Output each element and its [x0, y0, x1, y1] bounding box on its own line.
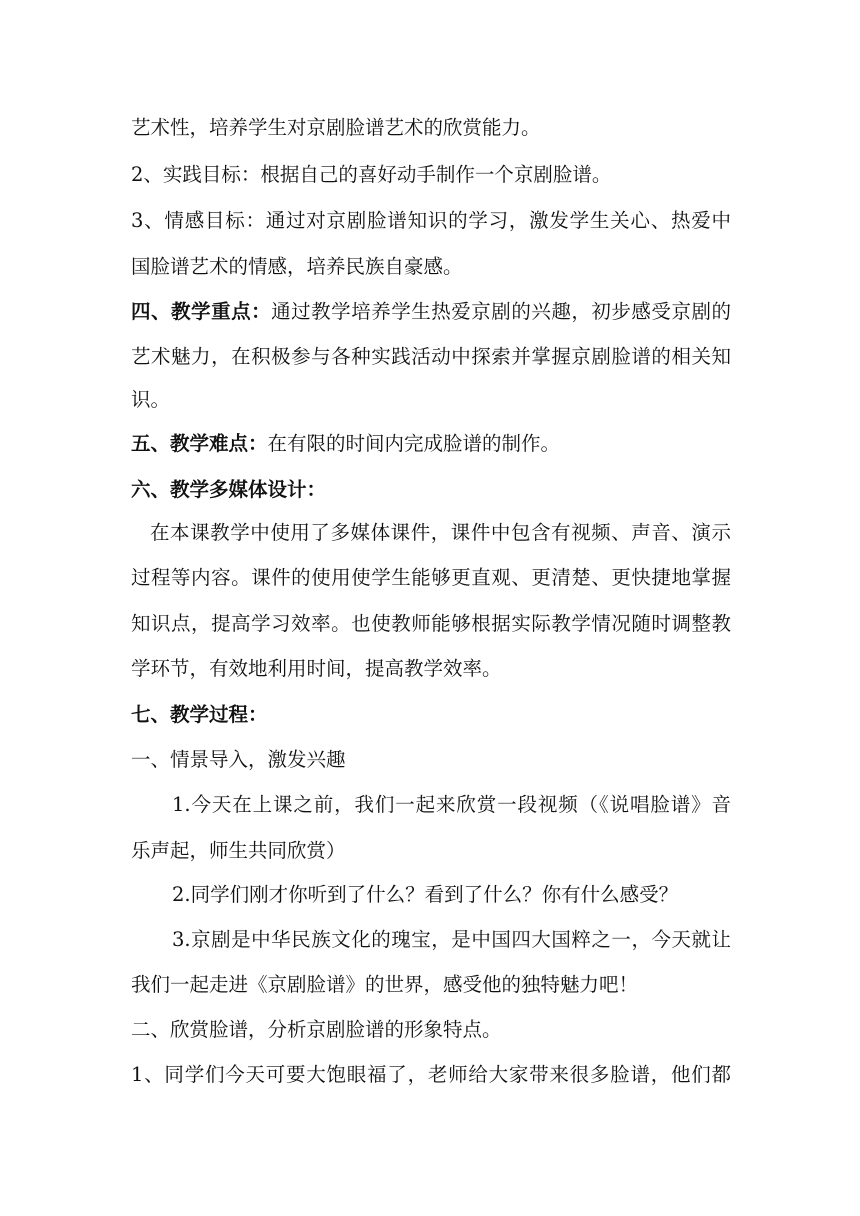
text-line [131, 654, 731, 684]
line-text: 国脸谱艺术的情感，培养民族自豪感。 [131, 255, 463, 278]
text-line [131, 342, 731, 372]
line-text: 在本课教学中使用了多媒体课件，课件中包含有视频、声音、演示 [150, 521, 731, 544]
section-heading: 七、教学过程： [131, 703, 268, 726]
text-line [131, 836, 731, 866]
text-line [131, 113, 731, 143]
line-text: 识。 [131, 388, 171, 411]
text-line [131, 745, 731, 775]
section-heading: 五、教学难点： [131, 432, 268, 455]
line-text: 2.同学们刚才你听到了什么？看到了什么？你有什么感受？ [172, 883, 679, 906]
text-line [131, 429, 731, 459]
text-line [131, 1015, 731, 1045]
section-heading: 六、教学多媒体设计： [131, 478, 327, 501]
line-text: 一、情景导入，激发兴趣 [131, 748, 346, 771]
line-text: 1、同学们今天可要大饱眼福了，老师给大家带来很多脸谱，他们都 [131, 1063, 731, 1086]
text-line [131, 385, 731, 415]
line-text: 知识点，提高学习效率。也使教师能够根据实际教学情况随时调整教 [131, 612, 731, 635]
line-text: 乐声起，师生共同欣赏） [131, 839, 346, 862]
line-text: 1.今天在上课之前，我们一起来欣赏一段视频（《说唱脸谱》音 [172, 793, 731, 816]
text-line [131, 297, 731, 327]
line-text: 我们一起走进《京剧脸谱》的世界，感受他的独特魅力吧！ [131, 973, 639, 996]
text-line [131, 563, 731, 593]
section-heading: 四、教学重点： [131, 300, 272, 323]
text-line [150, 518, 731, 548]
text-line [131, 1060, 731, 1090]
line-text: 过程等内容。课件的使用使学生能够更直观、更清楚、更快捷地掌握 [131, 566, 731, 589]
line-text: 艺术魅力，在积极参与各种实践活动中探索并掌握京剧脸谱的相关知 [131, 345, 731, 368]
text-line [131, 206, 731, 236]
text-line [172, 925, 731, 955]
text-line [131, 609, 731, 639]
line-text: 艺术性，培养学生对京剧脸谱艺术的欣赏能力。 [131, 116, 541, 139]
line-text: 3.京剧是中华民族文化的瑰宝，是中国四大国粹之一，今天就让 [172, 928, 731, 951]
text-line [172, 880, 731, 910]
line-text: 二、欣赏脸谱，分析京剧脸谱的形象特点。 [131, 1018, 502, 1041]
text-line [131, 475, 731, 505]
line-text: 在有限的时间内完成脸谱的制作。 [267, 432, 561, 455]
text-line [131, 700, 731, 730]
line-text: 学环节，有效地利用时间，提高教学效率。 [131, 657, 502, 680]
text-line [172, 790, 731, 820]
text-line [131, 252, 731, 282]
line-text: 通过教学培养学生热爱京剧的兴趣，初步感受京剧的 [271, 300, 731, 323]
text-line [131, 970, 731, 1000]
text-line [131, 160, 731, 190]
line-text: 2、实践目标：根据自己的喜好动手制作一个京剧脸谱。 [131, 163, 612, 186]
line-text: 3、情感目标：通过对京剧脸谱知识的学习，激发学生关心、热爱中 [131, 209, 731, 232]
